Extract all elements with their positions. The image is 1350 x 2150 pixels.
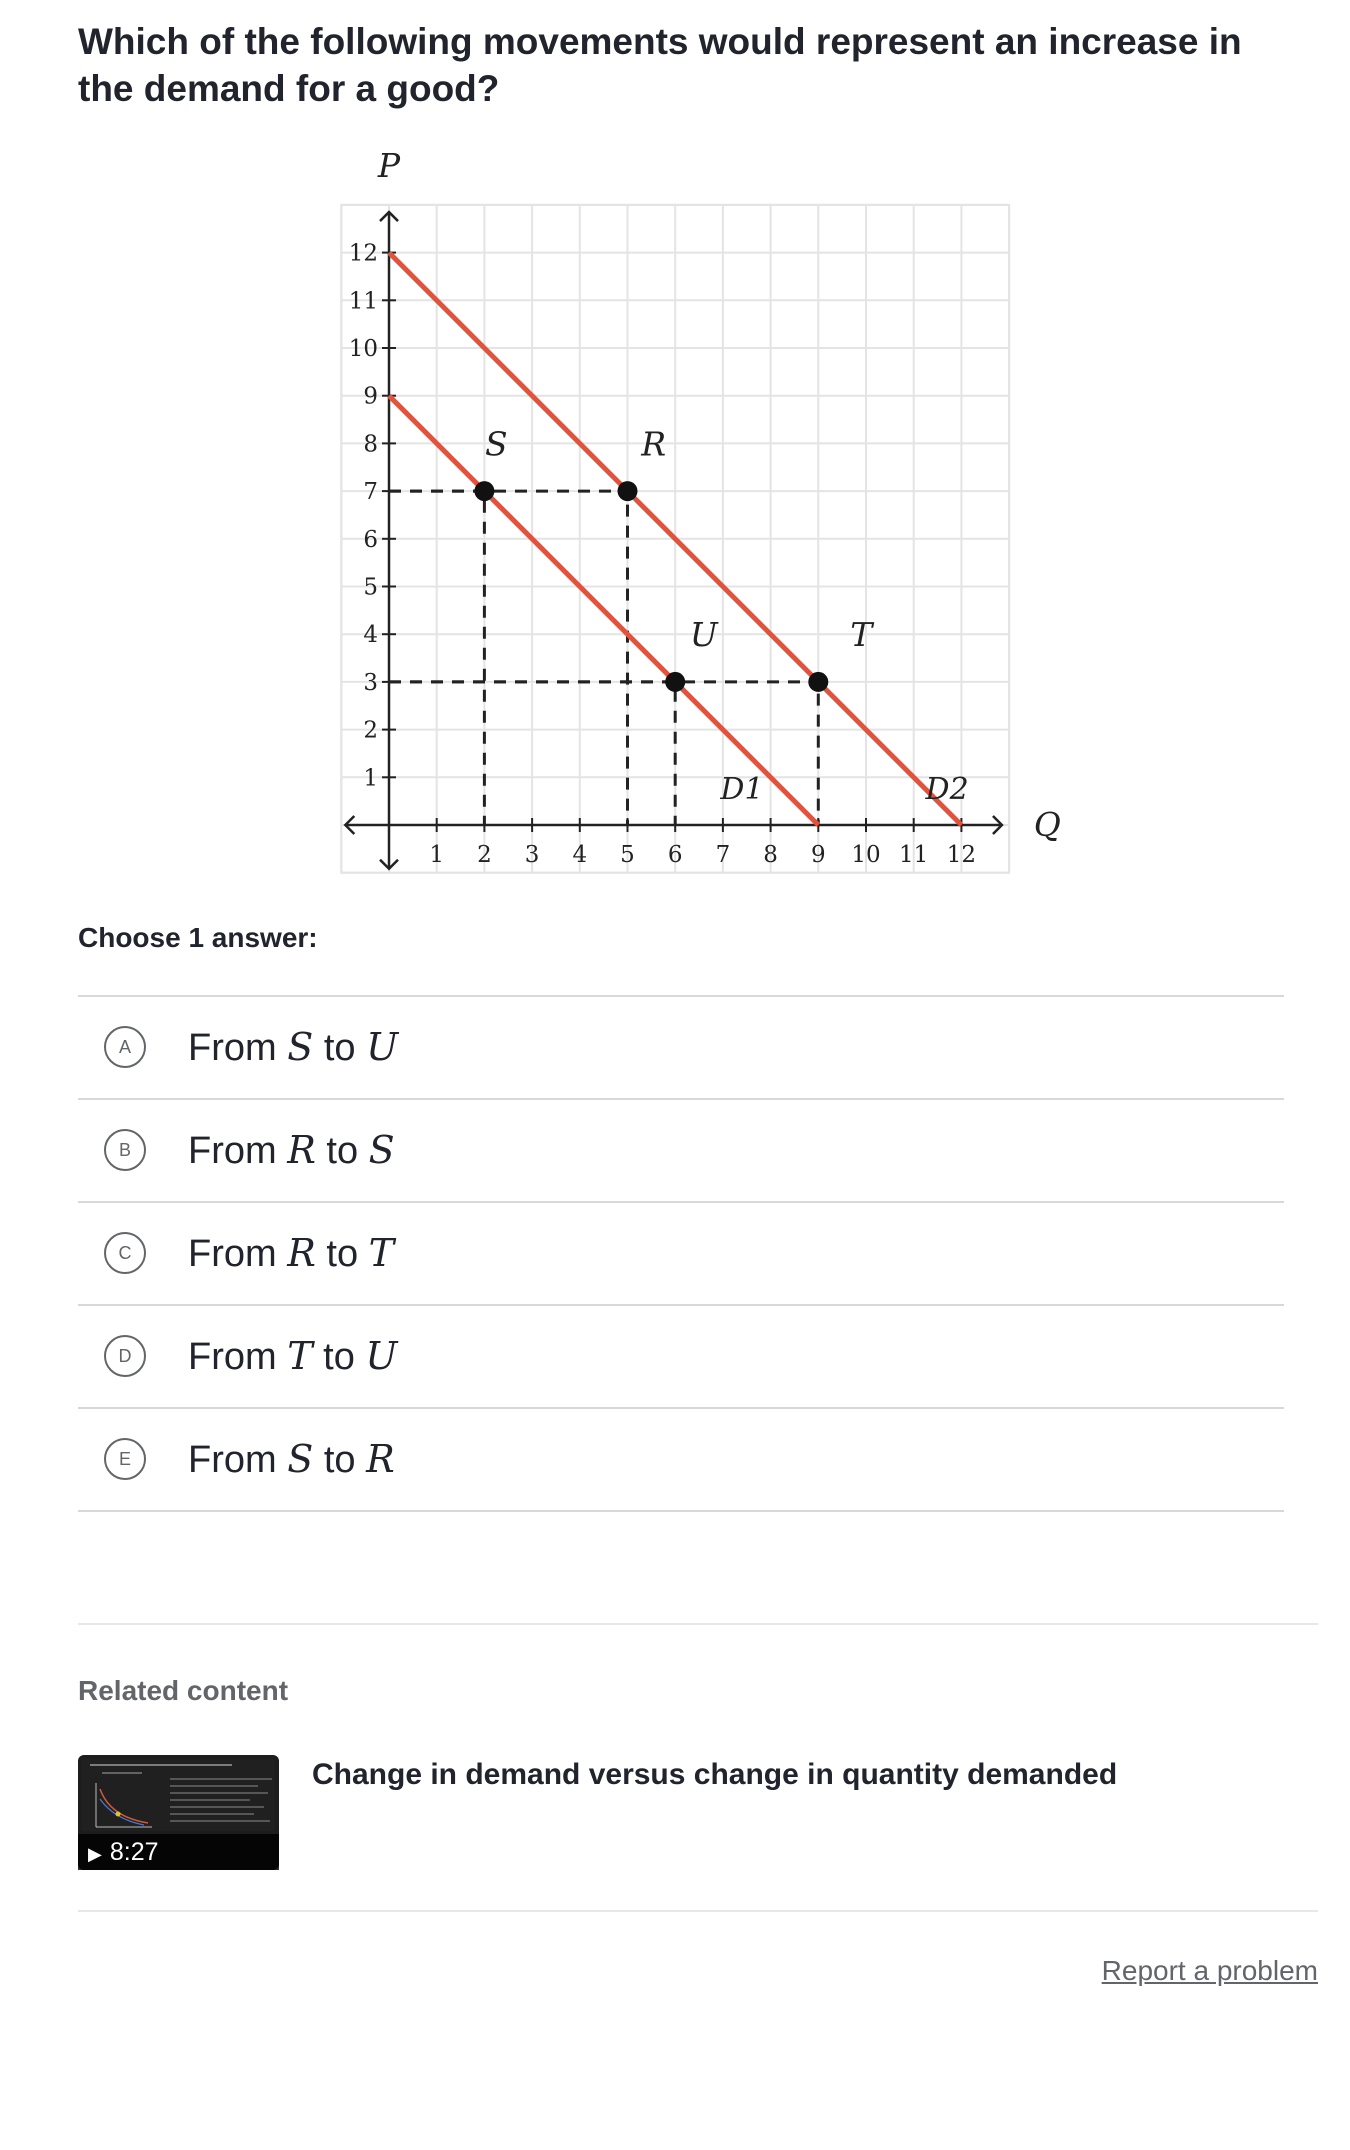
x-tick-label: 6 xyxy=(667,842,683,868)
y-tick-label: 8 xyxy=(363,431,378,458)
demand-graph xyxy=(325,135,1061,895)
choice-c-radio[interactable]: C xyxy=(104,1232,146,1274)
report-problem-link[interactable]: Report a problem xyxy=(1101,1955,1318,1986)
x-axis-label: Q xyxy=(1033,805,1061,844)
x-tick-label: 10 xyxy=(851,842,881,868)
choice-a-radio[interactable]: A xyxy=(104,1026,146,1068)
y-tick-label: 4 xyxy=(363,622,378,649)
divider xyxy=(78,1623,1318,1625)
x-tick-label: 5 xyxy=(620,842,635,868)
choice-c-label: From R to T xyxy=(188,1231,395,1275)
x-tick-label: 11 xyxy=(899,842,929,868)
curve-label-d1: D1 xyxy=(720,771,764,807)
choice-b-label: From R to S xyxy=(188,1128,395,1172)
point-label-r: R xyxy=(641,424,667,464)
choose-label: Choose 1 answer: xyxy=(78,922,318,953)
choice-a[interactable] xyxy=(78,997,1284,1100)
video-duration: ▶ 8:27 xyxy=(78,1834,279,1870)
x-tick-label: 2 xyxy=(477,842,492,868)
question-text: Which of the following movements would represent an increase in the demand for a good? xyxy=(78,21,1242,109)
choice-d-label: From T to U xyxy=(188,1334,398,1378)
choice-d-radio[interactable]: D xyxy=(104,1335,146,1377)
y-tick-label: 7 xyxy=(363,479,378,506)
related-content-heading: Related content xyxy=(78,1675,289,1706)
point-label-t: T xyxy=(850,615,873,655)
y-tick-label: 6 xyxy=(363,526,378,553)
x-tick-label: 9 xyxy=(810,842,826,868)
curve-label-d2: D2 xyxy=(925,771,969,807)
y-tick-label: 12 xyxy=(348,240,378,267)
y-tick-label: 10 xyxy=(348,336,378,362)
divider xyxy=(78,1910,1318,1912)
point-t xyxy=(808,672,828,692)
play-icon: ▶ xyxy=(88,1844,102,1864)
y-tick-label: 2 xyxy=(363,717,378,744)
choice-e-label: From S to R xyxy=(188,1437,395,1481)
x-tick-label: 1 xyxy=(429,842,445,868)
video-preview-image xyxy=(82,1759,275,1831)
answer-choices xyxy=(78,995,1284,1512)
point-label-s: S xyxy=(485,424,508,464)
point-u xyxy=(665,672,685,692)
choice-b-radio[interactable]: B xyxy=(104,1129,146,1171)
y-tick-label: 1 xyxy=(363,765,378,792)
point-s xyxy=(474,481,494,501)
y-tick-label: 9 xyxy=(363,383,378,410)
choice-c[interactable] xyxy=(78,1203,1284,1306)
choice-e-radio[interactable]: E xyxy=(104,1438,146,1480)
x-tick-label: 3 xyxy=(524,842,540,868)
point-r xyxy=(618,481,638,501)
choice-d[interactable] xyxy=(78,1306,1284,1409)
point-label-u: U xyxy=(689,615,718,655)
x-tick-label: 7 xyxy=(715,842,731,868)
x-tick-label: 12 xyxy=(946,842,977,868)
choice-b[interactable] xyxy=(78,1100,1284,1203)
y-tick-label: 5 xyxy=(363,574,378,601)
x-tick-label: 4 xyxy=(572,842,588,868)
video-title-link[interactable]: Change in demand versus change in quantity demanded xyxy=(312,1758,1118,1791)
choice-a-label: From S to U xyxy=(188,1025,399,1069)
y-tick-label: 3 xyxy=(363,669,378,696)
y-axis-label: P xyxy=(377,145,401,185)
choice-e[interactable] xyxy=(78,1409,1284,1512)
y-tick-label: 11 xyxy=(348,288,378,315)
video-thumbnail[interactable] xyxy=(78,1755,279,1870)
x-tick-label: 8 xyxy=(763,842,778,868)
